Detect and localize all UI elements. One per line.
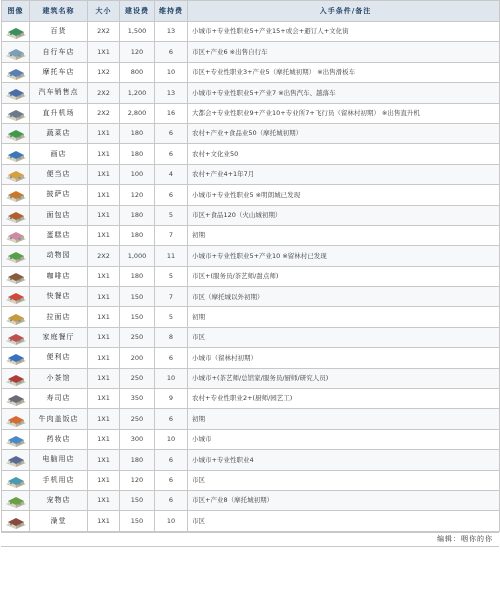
building-conditions: 农村+产业4+1年7月 [188,164,500,184]
building-maint: 13 [155,22,188,42]
building-conditions: 市区+专业性职业3+产业5（摩托城初期） ※出售滑板车 [188,62,500,82]
table-row [2,348,500,368]
building-icon [4,146,28,163]
building-conditions: 市区 [188,511,500,531]
building-name: 面包店 [30,205,88,225]
building-conditions: 市区+产业6 ※出售自行车 [188,42,500,62]
building-size: 1X1 [88,389,120,409]
building-size: 1X1 [88,490,120,510]
building-icon [4,227,28,244]
building-maint: 6 [155,185,188,205]
header-size: 大小 [88,1,120,22]
building-conditions: 初期 [188,409,500,429]
building-cost: 300 [120,429,155,449]
building-icon [4,451,28,468]
building-name: 汽车销售点 [30,83,88,103]
icon-cell [2,450,30,470]
building-cost: 120 [120,42,155,62]
table-row [2,409,500,429]
table-row [2,307,500,327]
building-cost: 1,200 [120,83,155,103]
building-size: 1X1 [88,287,120,307]
table-row [2,450,500,470]
building-icon [4,44,28,61]
building-conditions: 小城市+专业性职业5 ※明朗城已发现 [188,185,500,205]
building-size: 1X1 [88,144,120,164]
building-name: 动物园 [30,246,88,266]
table-row [2,225,500,245]
table-row [2,185,500,205]
building-icon [4,390,28,407]
icon-cell [2,123,30,143]
building-conditions: 农村+专业性职业2+(厨师/园艺工) [188,389,500,409]
building-cost: 100 [120,164,155,184]
building-size: 1X1 [88,429,120,449]
building-cost: 800 [120,62,155,82]
building-maint: 6 [155,348,188,368]
icon-cell [2,62,30,82]
table-row [2,164,500,184]
building-icon [4,23,28,40]
building-name: 手机用店 [30,470,88,490]
building-name: 咖啡店 [30,266,88,286]
building-name: 药妆店 [30,429,88,449]
building-icon [4,492,28,509]
icon-cell [2,470,30,490]
building-name: 蔬菜店 [30,123,88,143]
building-name: 百货 [30,22,88,42]
building-size: 1X1 [88,42,120,62]
icon-cell [2,185,30,205]
header-maint: 维持费 [155,1,188,22]
building-size: 2X2 [88,103,120,123]
editor-credit: 编辑：咽你的你 [1,532,499,547]
building-conditions: 小城市（留林村初期） [188,348,500,368]
table-row [2,83,500,103]
building-cost: 150 [120,287,155,307]
table-row [2,246,500,266]
icon-cell [2,287,30,307]
header-cond: 入手条件/备注 [188,1,500,22]
icon-cell [2,429,30,449]
building-conditions: 初期 [188,307,500,327]
building-conditions: 农村+文化业50 [188,144,500,164]
building-size: 1X1 [88,327,120,347]
building-conditions: 小城市+专业性职业4 [188,450,500,470]
building-maint: 13 [155,83,188,103]
building-cost: 150 [120,307,155,327]
table-row [2,490,500,510]
building-cost: 180 [120,144,155,164]
icon-cell [2,164,30,184]
building-size: 1X1 [88,409,120,429]
icon-cell [2,42,30,62]
table-row [2,287,500,307]
building-name: 家庭餐厅 [30,327,88,347]
building-icon [4,207,28,224]
table-row [2,62,500,82]
table-row [2,103,500,123]
building-maint: 6 [155,144,188,164]
building-table-sheet [1,0,499,547]
building-conditions: 小城市+(茶艺师/总馆家/服务员/厨师/研究人员) [188,368,500,388]
building-size: 1X1 [88,185,120,205]
header-icon: 图像 [2,1,30,22]
building-conditions: 市区 [188,327,500,347]
building-name: 澡堂 [30,511,88,531]
table-row [2,266,500,286]
building-conditions: 农村+产业+食品业50（摩托城初期） [188,123,500,143]
building-conditions: 大都会+专业性职业9+产业10+专业所7+飞行员（留林村初期） ※出售直升机 [188,103,500,123]
building-conditions: 小城市+专业性职业5+产业15+或会+避订人+文化街 [188,22,500,42]
building-name: 宠物店 [30,490,88,510]
building-name: 直升机场 [30,103,88,123]
building-size: 1X1 [88,164,120,184]
building-maint: 6 [155,450,188,470]
building-maint: 10 [155,368,188,388]
table-header-row [2,1,500,22]
table-body [2,22,500,532]
icon-cell [2,83,30,103]
building-conditions: 小城市 [188,429,500,449]
building-cost: 150 [120,511,155,531]
icon-cell [2,409,30,429]
building-cost: 180 [120,205,155,225]
building-name: 摩托车店 [30,62,88,82]
building-size: 2X2 [88,83,120,103]
building-name: 拉面店 [30,307,88,327]
building-maint: 6 [155,123,188,143]
building-icon [4,309,28,326]
building-cost: 1,000 [120,246,155,266]
icon-cell [2,103,30,123]
building-size: 1X1 [88,225,120,245]
building-icon [4,513,28,530]
building-conditions: 初期 [188,225,500,245]
building-size: 1X1 [88,123,120,143]
table-row [2,144,500,164]
icon-cell [2,389,30,409]
building-icon [4,370,28,387]
building-conditions: 小城市+专业性职业5+产业10 ※留林村已发现 [188,246,500,266]
building-maint: 10 [155,511,188,531]
building-icon [4,349,28,366]
building-cost: 180 [120,266,155,286]
building-maint: 6 [155,470,188,490]
building-cost: 250 [120,327,155,347]
building-cost: 120 [120,185,155,205]
building-maint: 4 [155,164,188,184]
building-cost: 1,500 [120,22,155,42]
building-size: 1X1 [88,368,120,388]
table-row [2,205,500,225]
building-conditions: 市区+产业8（摩托城初期） [188,490,500,510]
building-cost: 150 [120,490,155,510]
building-conditions: 市区（摩托城以外初期） [188,287,500,307]
building-maint: 6 [155,409,188,429]
building-icon [4,431,28,448]
table-row [2,368,500,388]
building-icon [4,411,28,428]
icon-cell [2,225,30,245]
icon-cell [2,266,30,286]
building-maint: 5 [155,266,188,286]
building-icon [4,329,28,346]
table-row [2,42,500,62]
building-maint: 8 [155,327,188,347]
header-name: 建筑名称 [30,1,88,22]
building-size: 1X1 [88,348,120,368]
building-cost: 180 [120,225,155,245]
building-cost: 200 [120,348,155,368]
building-name: 自行车店 [30,42,88,62]
building-size: 1X1 [88,450,120,470]
table-row [2,429,500,449]
building-name: 便利店 [30,348,88,368]
icon-cell [2,511,30,531]
building-size: 2X2 [88,22,120,42]
icon-cell [2,144,30,164]
building-maint: 5 [155,205,188,225]
icon-cell [2,327,30,347]
building-name: 电脑用店 [30,450,88,470]
building-size: 1X1 [88,511,120,531]
building-cost: 350 [120,389,155,409]
building-size: 1X1 [88,307,120,327]
building-name: 便当店 [30,164,88,184]
building-maint: 7 [155,287,188,307]
building-icon [4,105,28,122]
building-maint: 16 [155,103,188,123]
building-cost: 120 [120,470,155,490]
building-icon [4,166,28,183]
table-row [2,22,500,42]
building-name: 快餐店 [30,287,88,307]
building-maint: 6 [155,490,188,510]
table-row [2,123,500,143]
building-maint: 5 [155,307,188,327]
building-icon [4,186,28,203]
building-icon [4,268,28,285]
table-row [2,389,500,409]
building-cost: 180 [120,123,155,143]
building-name: 小茶馆 [30,368,88,388]
building-name: 披萨店 [30,185,88,205]
building-maint: 7 [155,225,188,245]
building-table [1,0,500,532]
building-icon [4,64,28,81]
building-size: 1X1 [88,205,120,225]
icon-cell [2,348,30,368]
building-size: 2X2 [88,246,120,266]
building-name: 牛肉盖饭店 [30,409,88,429]
icon-cell [2,205,30,225]
building-icon [4,84,28,101]
building-cost: 250 [120,368,155,388]
building-maint: 6 [155,42,188,62]
table-row [2,511,500,531]
building-conditions: 市区+(服务员/茶艺师/甜点师) [188,266,500,286]
icon-cell [2,22,30,42]
building-cost: 2,800 [120,103,155,123]
building-maint: 11 [155,246,188,266]
building-name: 寿司店 [30,389,88,409]
building-icon [4,472,28,489]
building-maint: 10 [155,429,188,449]
table-row [2,470,500,490]
building-icon [4,247,28,264]
icon-cell [2,490,30,510]
building-size: 1X2 [88,62,120,82]
icon-cell [2,307,30,327]
building-maint: 9 [155,389,188,409]
building-name: 画店 [30,144,88,164]
building-maint: 10 [155,62,188,82]
header-cost: 建设费 [120,1,155,22]
building-name: 蛋糕店 [30,225,88,245]
building-cost: 250 [120,409,155,429]
building-size: 1X1 [88,470,120,490]
building-cost: 180 [120,450,155,470]
building-conditions: 市区 [188,470,500,490]
table-row [2,327,500,347]
building-icon [4,125,28,142]
icon-cell [2,368,30,388]
building-conditions: 市区+食品120（火山城初期） [188,205,500,225]
building-size: 1X1 [88,266,120,286]
icon-cell [2,246,30,266]
building-conditions: 小城市+专业性职业5+产业7 ※出售汽车、越落车 [188,83,500,103]
building-icon [4,288,28,305]
